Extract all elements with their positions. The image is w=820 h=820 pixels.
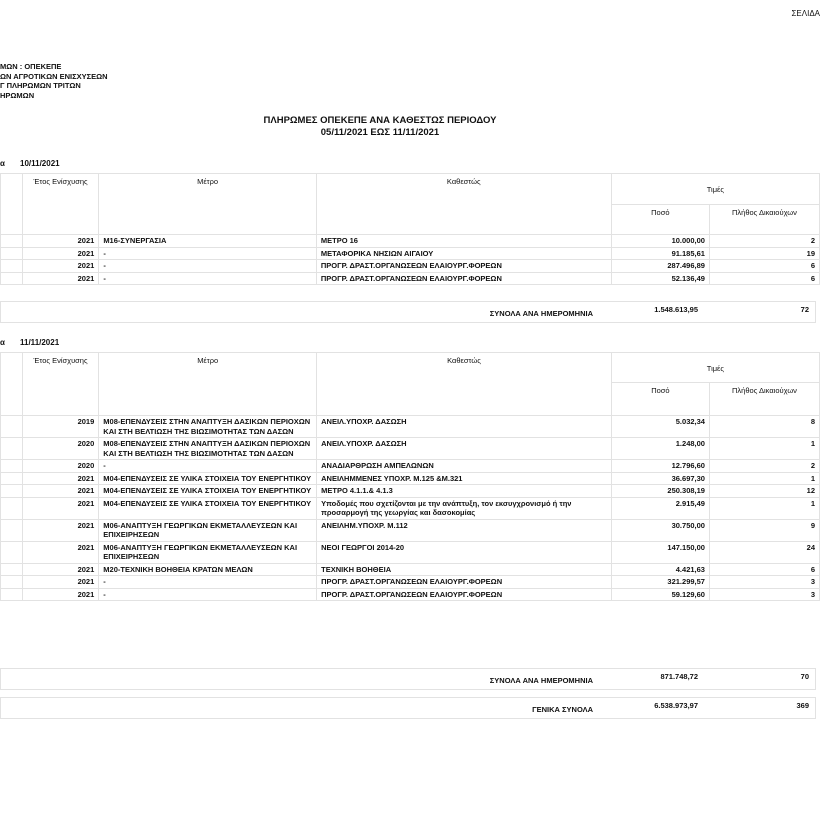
row-year: 2021 bbox=[22, 588, 98, 601]
row-amount: 1.248,00 bbox=[611, 438, 709, 460]
table-row bbox=[1, 519, 820, 541]
org-line: ΜΩΝ : ΟΠΕΚΕΠΕ bbox=[0, 62, 62, 71]
table-row bbox=[1, 576, 820, 589]
row-amount: 147.150,00 bbox=[611, 541, 709, 563]
row-blank-cell bbox=[1, 438, 23, 460]
col-header-year: Έτος Ενίσχυσης bbox=[22, 353, 98, 416]
row-measure: Μ06-ΑΝΑΠΤΥΞΗ ΓΕΩΡΓΙΚΩΝ ΕΚΜΕΤΑΛΛΕΥΣΕΩΝ ΚΑΙ ΕΠΙΧΕΙΡΗΣΕΩΝ bbox=[99, 519, 317, 541]
row-year: 2021 bbox=[22, 272, 99, 285]
table-row bbox=[1, 485, 820, 498]
table-row bbox=[1, 497, 820, 519]
row-beneficiaries: 12 bbox=[709, 485, 819, 498]
grand-total-row bbox=[0, 697, 816, 719]
table-row bbox=[1, 416, 820, 438]
col-header-scheme: Καθεστώς bbox=[316, 174, 611, 235]
row-year: 2021 bbox=[22, 576, 98, 589]
col-header-amount: Ποσό bbox=[611, 205, 709, 235]
row-scheme: ΑΝΑΔΙΑΡΘΡΩΣΗ ΑΜΠΕΛΩΝΩΝ bbox=[317, 460, 612, 473]
row-beneficiaries: 1 bbox=[709, 438, 819, 460]
row-scheme: ΜΕΤΡΟ 16 bbox=[316, 235, 611, 248]
row-blank-cell bbox=[1, 272, 23, 285]
page-label: ΣΕΛΙΔΑ bbox=[791, 9, 820, 18]
col-header-scheme: Καθεστώς bbox=[317, 353, 612, 416]
blank-header bbox=[1, 353, 23, 416]
date-total-label: ΣΥΝΟΛΑ ΑΝΑ ΗΜΕΡΟΜΗΝΙΑ bbox=[489, 309, 593, 318]
row-measure: Μ06-ΑΝΑΠΤΥΞΗ ΓΕΩΡΓΙΚΩΝ ΕΚΜΕΤΑΛΛΕΥΣΕΩΝ ΚΑΙ ΕΠΙΧΕΙΡΗΣΕΩΝ bbox=[99, 541, 317, 563]
row-scheme: ΤΕΧΝΙΚΗ ΒΟΗΘΕΙΑ bbox=[317, 563, 612, 576]
table-row bbox=[1, 541, 820, 563]
col-header-values: Τιμές bbox=[611, 174, 819, 205]
row-amount: 10.000,00 bbox=[611, 235, 709, 248]
row-blank-cell bbox=[1, 235, 23, 248]
row-year: 2020 bbox=[22, 460, 98, 473]
row-year: 2021 bbox=[22, 563, 98, 576]
table-row bbox=[1, 247, 820, 260]
row-year: 2021 bbox=[22, 260, 99, 273]
col-header-measure: Μέτρο bbox=[99, 353, 317, 416]
row-year: 2019 bbox=[22, 416, 98, 438]
row-amount: 91.185,61 bbox=[611, 247, 709, 260]
row-beneficiaries: 2 bbox=[709, 235, 819, 248]
row-measure: Μ16-ΣΥΝΕΡΓΑΣΙΑ bbox=[99, 235, 317, 248]
row-beneficiaries: 3 bbox=[709, 576, 819, 589]
row-beneficiaries: 1 bbox=[709, 497, 819, 519]
row-amount: 12.796,60 bbox=[611, 460, 709, 473]
row-beneficiaries: 24 bbox=[709, 541, 819, 563]
row-measure: Μ08-ΕΠΕΝΔΥΣΕΙΣ ΣΤΗΝ ΑΝΑΠΤΥΞΗ ΔΑΣΙΚΩΝ ΠΕΡΙΟΧΩΝ ΚΑΙ ΣΤΗ ΒΕΛΤΙΩΣΗ ΤΗΣ ΒΙΩΣΙΜΟΤΗΤΑΣ ΤΩΝ ΔΑΣΩΝ bbox=[99, 438, 317, 460]
row-year: 2020 bbox=[22, 438, 98, 460]
row-scheme: ΑΝΕΙΛΗΜ.ΥΠΟΧΡ. Μ.112 bbox=[317, 519, 612, 541]
row-blank-cell bbox=[1, 576, 23, 589]
row-blank-cell bbox=[1, 588, 23, 601]
row-measure: - bbox=[99, 588, 317, 601]
row-blank-cell bbox=[1, 519, 23, 541]
table-row bbox=[1, 563, 820, 576]
row-year: 2021 bbox=[22, 485, 98, 498]
row-beneficiaries: 19 bbox=[709, 247, 819, 260]
row-scheme: ΑΝΕΙΛ.ΥΠΟΧΡ. ΔΑΣΩΣΗ bbox=[317, 416, 612, 438]
row-year: 2021 bbox=[22, 235, 99, 248]
row-scheme: ΜΕΤΑΦΟΡΙΚΑ ΝΗΣΙΩΝ ΑΙΓΑΙΟΥ bbox=[316, 247, 611, 260]
payments-table bbox=[0, 352, 820, 601]
date-total-row bbox=[0, 668, 816, 690]
row-amount: 4.421,63 bbox=[611, 563, 709, 576]
row-scheme: ΑΝΕΙΛΗΜΜΕΝΕΣ ΥΠΟΧΡ. Μ.125 &Μ.321 bbox=[317, 472, 612, 485]
grand-total-amount: 6.538.973,97 bbox=[654, 701, 698, 710]
row-scheme: ΠΡΟΓΡ. ΔΡΑΣΤ.ΟΡΓΑΝΩΣΕΩΝ ΕΛΑΙΟΥΡΓ.ΦΟΡΕΩΝ bbox=[316, 272, 611, 285]
col-header-measure: Μέτρο bbox=[99, 174, 317, 235]
row-blank-cell bbox=[1, 247, 23, 260]
row-blank-cell bbox=[1, 563, 23, 576]
org-line: ΗΡΩΜΩΝ bbox=[0, 90, 35, 100]
report-period: 05/11/2021 ΕΩΣ 11/11/2021 bbox=[320, 127, 440, 138]
row-blank-cell bbox=[1, 497, 23, 519]
date-total-amount: 1.548.613,95 bbox=[654, 305, 698, 314]
row-amount: 36.697,30 bbox=[611, 472, 709, 485]
row-measure: - bbox=[99, 247, 317, 260]
organization-header bbox=[0, 62, 108, 100]
row-year: 2021 bbox=[22, 472, 98, 485]
row-year: 2021 bbox=[22, 497, 98, 519]
col-header-beneficiaries: Πλήθος Δικαιούχων bbox=[709, 205, 819, 235]
date-prefix: α bbox=[0, 338, 5, 347]
row-blank-cell bbox=[1, 416, 23, 438]
table-row bbox=[1, 460, 820, 473]
row-year: 2021 bbox=[22, 541, 98, 563]
row-amount: 30.750,00 bbox=[611, 519, 709, 541]
row-measure: - bbox=[99, 260, 317, 273]
row-measure: Μ20-ΤΕΧΝΙΚΗ ΒΟΗΘΕΙΑ ΚΡΑΤΩΝ ΜΕΛΩΝ bbox=[99, 563, 317, 576]
row-blank-cell bbox=[1, 541, 23, 563]
row-scheme: ΠΡΟΓΡ. ΔΡΑΣΤ.ΟΡΓΑΝΩΣΕΩΝ ΕΛΑΙΟΥΡΓ.ΦΟΡΕΩΝ bbox=[317, 588, 612, 601]
table-row bbox=[1, 472, 820, 485]
section-date-label bbox=[0, 338, 59, 347]
row-beneficiaries: 6 bbox=[709, 272, 819, 285]
row-amount: 250.308,19 bbox=[611, 485, 709, 498]
row-scheme: ΝΕΟΙ ΓΕΩΡΓΟΙ 2014-20 bbox=[317, 541, 612, 563]
row-measure: - bbox=[99, 460, 317, 473]
report-title-block bbox=[0, 115, 760, 139]
row-beneficiaries: 3 bbox=[709, 588, 819, 601]
row-beneficiaries: 6 bbox=[709, 260, 819, 273]
row-beneficiaries: 1 bbox=[709, 472, 819, 485]
table-row bbox=[1, 438, 820, 460]
table-row bbox=[1, 588, 820, 601]
row-year: 2021 bbox=[22, 247, 99, 260]
blank-header bbox=[1, 174, 23, 235]
row-beneficiaries: 2 bbox=[709, 460, 819, 473]
table-row bbox=[1, 260, 820, 273]
row-amount: 59.129,60 bbox=[611, 588, 709, 601]
report-title: ΠΛΗΡΩΜΕΣ ΟΠΕΚΕΠΕ ΑΝΑ ΚΑΘΕΣΤΩΣ ΠΕΡΙΟΔΟΥ bbox=[263, 115, 497, 126]
row-measure: Μ04-ΕΠΕΝΔΥΣΕΙΣ ΣΕ ΥΛΙΚΑ ΣΤΟΙΧΕΙΑ ΤΟΥ ΕΝΕΡΓΗΤΙΚΟΥ bbox=[99, 497, 317, 519]
table-row bbox=[1, 272, 820, 285]
row-blank-cell bbox=[1, 485, 23, 498]
row-blank-cell bbox=[1, 260, 23, 273]
org-line: ΩΝ ΑΓΡΟΤΙΚΩΝ ΕΝΙΣΧΥΣΕΩΝ bbox=[0, 71, 108, 81]
row-scheme: ΠΡΟΓΡ. ΔΡΑΣΤ.ΟΡΓΑΝΩΣΕΩΝ ΕΛΑΙΟΥΡΓ.ΦΟΡΕΩΝ bbox=[317, 576, 612, 589]
row-amount: 321.299,57 bbox=[611, 576, 709, 589]
row-measure: Μ04-ΕΠΕΝΔΥΣΕΙΣ ΣΕ ΥΛΙΚΑ ΣΤΟΙΧΕΙΑ ΤΟΥ ΕΝΕΡΓΗΤΙΚΟΥ bbox=[99, 472, 317, 485]
row-blank-cell bbox=[1, 460, 23, 473]
section-date: 10/11/2021 bbox=[20, 159, 60, 168]
org-line: Γ ΠΛΗΡΩΜΩΝ ΤΡΙΤΩΝ bbox=[0, 81, 81, 90]
row-measure: Μ08-ΕΠΕΝΔΥΣΕΙΣ ΣΤΗΝ ΑΝΑΠΤΥΞΗ ΔΑΣΙΚΩΝ ΠΕΡΙΟΧΩΝ ΚΑΙ ΣΤΗ ΒΕΛΤΙΩΣΗ ΤΗΣ ΒΙΩΣΙΜΟΤΗΤΑΣ ΤΩΝ ΔΑΣΩΝ bbox=[99, 416, 317, 438]
row-measure: - bbox=[99, 576, 317, 589]
row-amount: 52.136,49 bbox=[611, 272, 709, 285]
row-measure: Μ04-ΕΠΕΝΔΥΣΕΙΣ ΣΕ ΥΛΙΚΑ ΣΤΟΙΧΕΙΑ ΤΟΥ ΕΝΕΡΓΗΤΙΚΟΥ bbox=[99, 485, 317, 498]
table-row bbox=[1, 235, 820, 248]
col-header-beneficiaries: Πλήθος Δικαιούχων bbox=[709, 383, 819, 416]
row-amount: 287.496,89 bbox=[611, 260, 709, 273]
row-scheme: Υποδομές που σχετίζονται με την ανάπτυξη, τον εκσυγχρονισμό ή την προσαρμογή της γεωργίας και δασοκομίας bbox=[317, 497, 612, 519]
grand-total-count: 369 bbox=[796, 701, 809, 710]
row-beneficiaries: 9 bbox=[709, 519, 819, 541]
row-beneficiaries: 8 bbox=[709, 416, 819, 438]
date-total-label: ΣΥΝΟΛΑ ΑΝΑ ΗΜΕΡΟΜΗΝΙΑ bbox=[489, 676, 593, 685]
row-scheme: ΠΡΟΓΡ. ΔΡΑΣΤ.ΟΡΓΑΝΩΣΕΩΝ ΕΛΑΙΟΥΡΓ.ΦΟΡΕΩΝ bbox=[316, 260, 611, 273]
col-header-amount: Ποσό bbox=[611, 383, 709, 416]
grand-total-label: ΓΕΝΙΚΑ ΣΥΝΟΛΑ bbox=[532, 705, 593, 714]
row-measure: - bbox=[99, 272, 317, 285]
row-amount: 2.915,49 bbox=[611, 497, 709, 519]
row-blank-cell bbox=[1, 472, 23, 485]
date-total-count: 72 bbox=[800, 305, 809, 314]
col-header-values: Τιμές bbox=[611, 353, 819, 383]
section-date-label bbox=[0, 159, 60, 168]
date-prefix: α bbox=[0, 159, 5, 168]
row-year: 2021 bbox=[22, 519, 98, 541]
row-beneficiaries: 6 bbox=[709, 563, 819, 576]
col-header-year: Έτος Ενίσχυσης bbox=[22, 174, 99, 235]
date-total-count: 70 bbox=[800, 672, 809, 681]
section-date: 11/11/2021 bbox=[20, 338, 60, 347]
row-scheme: ΑΝΕΙΛ.ΥΠΟΧΡ. ΔΑΣΩΣΗ bbox=[317, 438, 612, 460]
row-amount: 5.032,34 bbox=[611, 416, 709, 438]
payments-table bbox=[0, 173, 820, 285]
row-scheme: ΜΕΤΡΟ 4.1.1.& 4.1.3 bbox=[317, 485, 612, 498]
date-total-amount: 871.748,72 bbox=[660, 672, 698, 681]
date-total-row bbox=[0, 301, 816, 323]
